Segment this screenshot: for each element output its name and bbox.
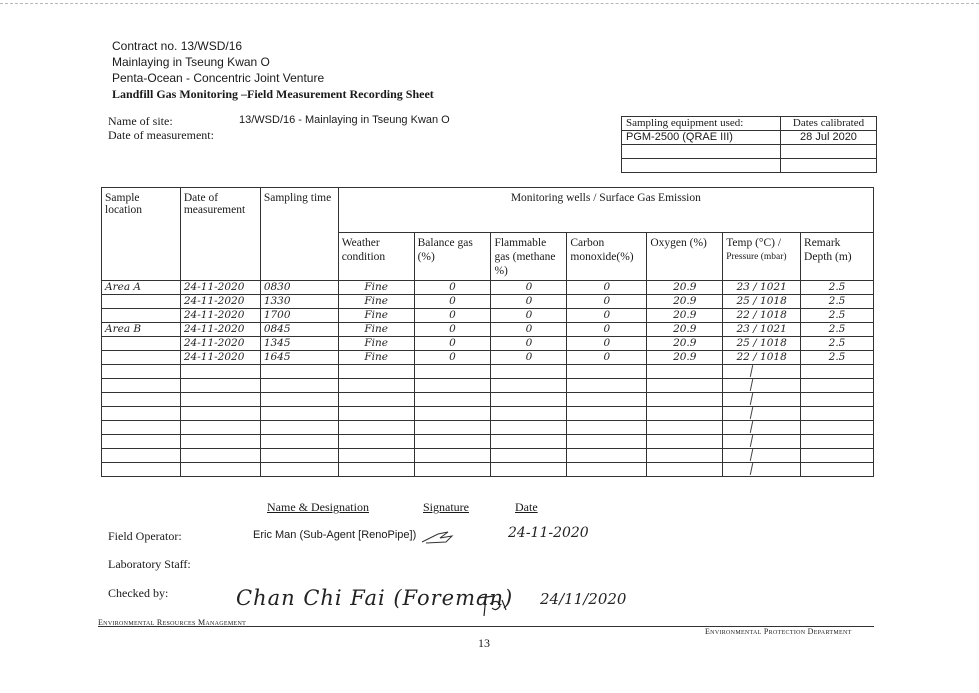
empty-cell — [338, 421, 414, 435]
slash-mark — [750, 365, 753, 377]
empty-cell — [491, 435, 567, 449]
empty-cell — [414, 463, 491, 477]
empty-cell — [414, 379, 491, 393]
empty-cell — [260, 463, 338, 477]
co-cell: 0 — [567, 323, 647, 337]
oxygen-cell: 20.9 — [647, 351, 723, 365]
empty-cell — [491, 421, 567, 435]
oxygen-cell: 20.9 — [647, 309, 723, 323]
equipment-cell — [622, 159, 781, 173]
location-cell — [102, 337, 181, 351]
empty-row — [102, 421, 874, 435]
slash-mark — [750, 407, 753, 419]
empty-cell — [647, 421, 723, 435]
temp-pressure-cell: 23 / 1021 — [723, 281, 801, 295]
empty-row — [102, 463, 874, 477]
empty-cell — [723, 407, 801, 421]
balance-cell: 0 — [414, 337, 491, 351]
empty-cell — [801, 379, 874, 393]
empty-cell — [180, 435, 260, 449]
time-cell: 0830 — [260, 281, 338, 295]
empty-cell — [567, 449, 647, 463]
site-name-label: Name of site: — [108, 114, 173, 128]
depth-cell: 2.5 — [801, 295, 874, 309]
empty-cell — [491, 463, 567, 477]
footer-left: Environmental Resources Management — [98, 618, 247, 627]
equipment-cell — [622, 145, 781, 159]
empty-cell — [647, 463, 723, 477]
empty-cell — [567, 463, 647, 477]
flammable-cell: 0 — [491, 351, 567, 365]
co-cell: 0 — [567, 309, 647, 323]
empty-cell — [491, 379, 567, 393]
time-cell: 1700 — [260, 309, 338, 323]
temp-pressure-cell: 22 / 1018 — [723, 351, 801, 365]
contractor-name: Penta-Ocean - Concentric Joint Venture — [112, 71, 325, 85]
balance-cell: 0 — [414, 309, 491, 323]
calibrated-cell — [781, 145, 877, 159]
depth-cell: 2.5 — [801, 351, 874, 365]
checked-by-name: Chan Chi Fai (Foreman) — [236, 586, 514, 610]
checked-by-label: Checked by: — [108, 586, 169, 600]
balance-cell: 0 — [414, 323, 491, 337]
co-cell: 0 — [567, 281, 647, 295]
location-cell: Area B — [102, 323, 181, 337]
empty-cell — [338, 463, 414, 477]
balance-cell: 0 — [414, 295, 491, 309]
empty-cell — [260, 393, 338, 407]
location-cell — [102, 351, 181, 365]
empty-cell — [338, 379, 414, 393]
footer-rule — [98, 626, 874, 627]
field-operator-date: 24-11-2020 — [508, 525, 589, 541]
empty-cell — [260, 435, 338, 449]
oxygen-cell: 20.9 — [647, 337, 723, 351]
contract-number: Contract no. 13/WSD/16 — [112, 39, 243, 53]
page-number: 13 — [478, 636, 490, 650]
empty-cell — [647, 449, 723, 463]
empty-cell — [338, 407, 414, 421]
date-cell: 24-11-2020 — [180, 351, 260, 365]
project-name: Mainlaying in Tseung Kwan O — [112, 55, 270, 69]
empty-cell — [180, 449, 260, 463]
empty-cell — [414, 449, 491, 463]
depth-cell: 2.5 — [801, 323, 874, 337]
checked-by-date: 24/11/2020 — [540, 590, 627, 608]
date-cell: 24-11-2020 — [180, 337, 260, 351]
checked-by-signature — [476, 590, 510, 618]
empty-cell — [102, 435, 181, 449]
empty-cell — [102, 393, 181, 407]
co-cell: 0 — [567, 337, 647, 351]
flammable-cell: 0 — [491, 337, 567, 351]
empty-row — [102, 407, 874, 421]
empty-cell — [723, 421, 801, 435]
weather-header: Weather condition — [338, 233, 414, 281]
date-cell: 24-11-2020 — [180, 323, 260, 337]
weather-cell: Fine — [338, 295, 414, 309]
site-labels — [108, 114, 214, 142]
calibrated-header: Dates calibrated — [781, 117, 877, 131]
oxygen-cell: 20.9 — [647, 323, 723, 337]
weather-cell: Fine — [338, 351, 414, 365]
empty-cell — [102, 365, 181, 379]
footer-right: Environmental Protection Department — [705, 627, 852, 636]
remark-header: Remark Depth (m) — [801, 233, 874, 281]
depth-cell: 2.5 — [801, 281, 874, 295]
location-cell — [102, 309, 181, 323]
temp-header: Temp (°C) / — [726, 237, 782, 249]
sheet-title: Landfill Gas Monitoring –Field Measurement Recording Sheet — [112, 87, 434, 101]
location-cell — [102, 295, 181, 309]
flammable-header: Flammable gas (methane %) — [491, 233, 567, 281]
top-border — [0, 3, 979, 4]
empty-cell — [260, 407, 338, 421]
empty-cell — [338, 435, 414, 449]
empty-cell — [260, 365, 338, 379]
slash-mark — [750, 379, 753, 391]
empty-cell — [180, 365, 260, 379]
empty-cell — [491, 407, 567, 421]
slash-mark — [750, 449, 753, 461]
weather-cell: Fine — [338, 323, 414, 337]
date-cell: 24-11-2020 — [180, 295, 260, 309]
balance-cell: 0 — [414, 351, 491, 365]
empty-cell — [723, 379, 801, 393]
equipment-cell: PGM-2500 (QRAE III) — [622, 131, 781, 145]
table-row — [102, 337, 874, 351]
empty-cell — [180, 463, 260, 477]
table-row — [102, 295, 874, 309]
empty-cell — [338, 449, 414, 463]
calibrated-cell: 28 Jul 2020 — [781, 131, 877, 145]
empty-cell — [180, 407, 260, 421]
temp-pressure-cell: 25 / 1018 — [723, 337, 801, 351]
empty-cell — [180, 421, 260, 435]
field-operator-label: Field Operator: — [108, 529, 182, 543]
empty-cell — [260, 421, 338, 435]
empty-cell — [723, 449, 801, 463]
empty-cell — [567, 365, 647, 379]
time-header: Sampling time — [260, 188, 338, 281]
empty-cell — [801, 463, 874, 477]
date-header: Date of measurement — [180, 188, 260, 281]
oxygen-header: Oxygen (%) — [647, 233, 723, 281]
temp-pressure-cell: 22 / 1018 — [723, 309, 801, 323]
sample-location-header: Sample location — [102, 188, 181, 281]
name-designation-heading: Name & Designation — [267, 500, 369, 514]
empty-cell — [647, 407, 723, 421]
empty-cell — [647, 393, 723, 407]
equipment-header: Sampling equipment used: — [622, 117, 781, 131]
empty-cell — [414, 365, 491, 379]
slash-mark — [750, 421, 753, 433]
empty-cell — [491, 365, 567, 379]
oxygen-cell: 20.9 — [647, 281, 723, 295]
equipment-table — [621, 116, 877, 173]
time-cell: 1330 — [260, 295, 338, 309]
empty-cell — [102, 407, 181, 421]
empty-cell — [647, 365, 723, 379]
weather-cell: Fine — [338, 309, 414, 323]
empty-cell — [801, 393, 874, 407]
empty-cell — [567, 393, 647, 407]
empty-cell — [102, 421, 181, 435]
empty-cell — [180, 379, 260, 393]
empty-cell — [567, 379, 647, 393]
empty-row — [102, 449, 874, 463]
empty-cell — [647, 435, 723, 449]
location-cell: Area A — [102, 281, 181, 295]
temp-pressure-header — [723, 233, 801, 281]
empty-cell — [338, 393, 414, 407]
empty-cell — [414, 393, 491, 407]
balance-cell: 0 — [414, 281, 491, 295]
signature-heading: Signature — [423, 500, 469, 514]
empty-cell — [414, 407, 491, 421]
date-heading: Date — [515, 500, 538, 514]
weather-cell: Fine — [338, 281, 414, 295]
oxygen-cell: 20.9 — [647, 295, 723, 309]
field-operator-name: Eric Man (Sub-Agent [RenoPipe]) — [253, 529, 417, 541]
depth-cell: 2.5 — [801, 309, 874, 323]
flammable-cell: 0 — [491, 295, 567, 309]
empty-cell — [102, 449, 181, 463]
table-row — [102, 323, 874, 337]
temp-pressure-cell: 23 / 1021 — [723, 323, 801, 337]
slash-mark — [750, 393, 753, 405]
empty-row — [102, 365, 874, 379]
co-cell: 0 — [567, 351, 647, 365]
calibrated-cell — [781, 159, 877, 173]
flammable-cell: 0 — [491, 309, 567, 323]
empty-cell — [567, 435, 647, 449]
empty-cell — [260, 449, 338, 463]
measurement-date-label: Date of measurement: — [108, 128, 214, 142]
pressure-header: Pressure (mbar) — [726, 252, 787, 262]
empty-cell — [801, 365, 874, 379]
empty-cell — [491, 393, 567, 407]
empty-cell — [801, 421, 874, 435]
empty-row — [102, 393, 874, 407]
empty-cell — [567, 421, 647, 435]
empty-cell — [647, 379, 723, 393]
empty-cell — [180, 393, 260, 407]
empty-cell — [260, 379, 338, 393]
empty-cell — [723, 393, 801, 407]
empty-cell — [102, 379, 181, 393]
flammable-cell: 0 — [491, 281, 567, 295]
empty-cell — [414, 421, 491, 435]
empty-cell — [801, 435, 874, 449]
site-name-value: 13/WSD/16 - Mainlaying in Tseung Kwan O — [239, 114, 450, 126]
slash-mark — [750, 435, 753, 447]
flammable-cell: 0 — [491, 323, 567, 337]
empty-cell — [801, 407, 874, 421]
group-header: Monitoring wells / Surface Gas Emission — [338, 188, 873, 233]
empty-cell — [491, 449, 567, 463]
co-header: Carbon monoxide(%) — [567, 233, 647, 281]
field-operator-signature — [418, 526, 458, 546]
depth-cell: 2.5 — [801, 337, 874, 351]
co-cell: 0 — [567, 295, 647, 309]
empty-row — [102, 435, 874, 449]
empty-cell — [801, 449, 874, 463]
weather-cell: Fine — [338, 337, 414, 351]
empty-cell — [414, 435, 491, 449]
table-row — [102, 281, 874, 295]
date-cell: 24-11-2020 — [180, 309, 260, 323]
monitoring-table — [101, 187, 874, 477]
laboratory-staff-label: Laboratory Staff: — [108, 557, 191, 571]
table-row — [102, 309, 874, 323]
empty-cell — [338, 365, 414, 379]
temp-pressure-cell: 25 / 1018 — [723, 295, 801, 309]
empty-cell — [723, 463, 801, 477]
empty-row — [102, 379, 874, 393]
time-cell: 0845 — [260, 323, 338, 337]
slash-mark — [750, 463, 753, 475]
time-cell: 1645 — [260, 351, 338, 365]
balance-header: Balance gas (%) — [414, 233, 491, 281]
empty-cell — [102, 463, 181, 477]
empty-cell — [567, 407, 647, 421]
table-row — [102, 351, 874, 365]
empty-cell — [723, 435, 801, 449]
empty-cell — [723, 365, 801, 379]
date-cell: 24-11-2020 — [180, 281, 260, 295]
time-cell: 1345 — [260, 337, 338, 351]
